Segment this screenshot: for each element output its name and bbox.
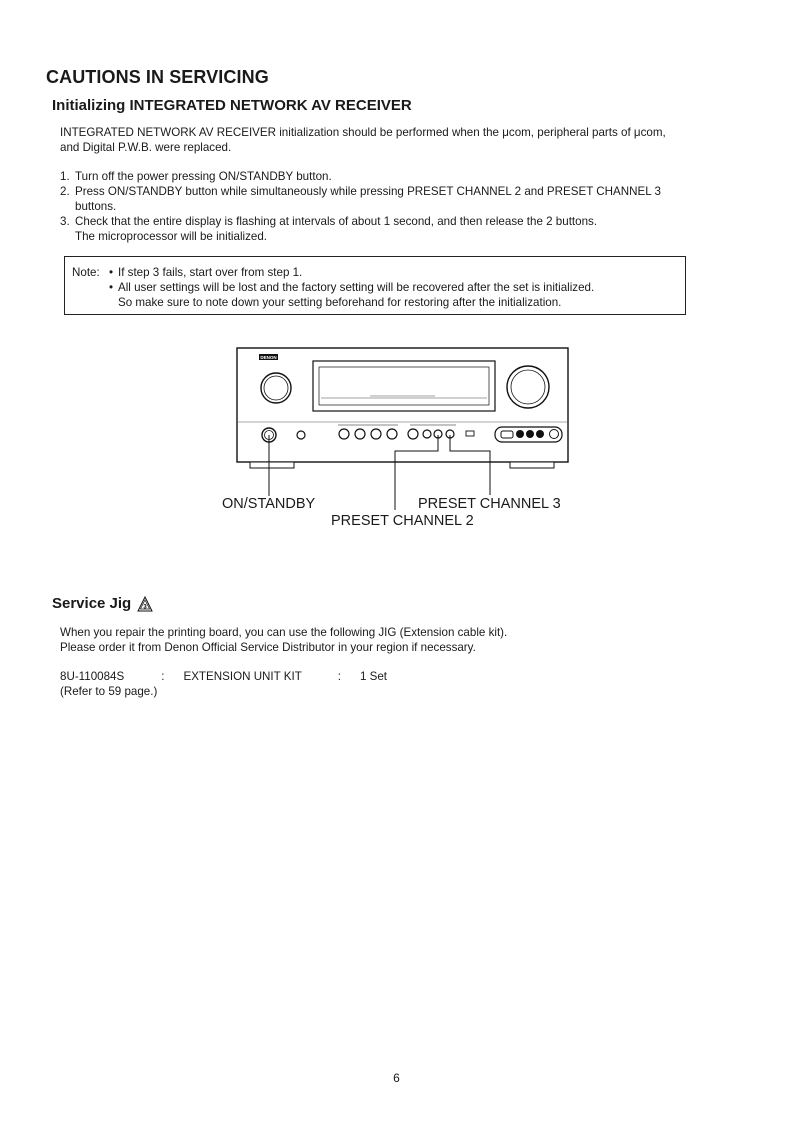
callout-on-standby: ON/STANDBY: [222, 496, 316, 512]
callout-line-preset3: [450, 435, 490, 495]
step-2-cont: buttons.: [75, 200, 117, 213]
callout-preset-channel-2: PRESET CHANNEL 2: [331, 513, 474, 529]
note-box: Note: • If step 3 fails, start over from step 1. • All user settings will be lost and the factory setting will be recovered after the set is initialized. So make sure to note down your setting beforehand for restoring after the initialization.: [64, 256, 686, 315]
section-heading-service-jig: Service Jig 3: [52, 595, 153, 612]
foot-right: [510, 462, 554, 468]
note-label: Note:: [72, 266, 100, 279]
step-3-cont: The microprocessor will be initialized.: [75, 230, 268, 243]
separator: :: [337, 670, 341, 683]
jig-reference: (Refer to 59 page.): [60, 685, 158, 698]
part-number: 8U-110084S: [60, 670, 125, 683]
phones-jack: [297, 431, 305, 439]
step-3: 3. Check that the entire display is flashing at intervals of about 1 second, and then release the 2 buttons.: [60, 215, 598, 228]
part-quantity: 1 Set: [359, 670, 388, 683]
jig-line-2: Please order it from Denon Official Service Distributor in your region if necessary.: [60, 641, 476, 654]
brand-logo: DENON: [260, 355, 277, 360]
note-bullet-2: All user settings will be lost and the factory setting will be recovered after the set is initialized.: [118, 281, 595, 294]
input-button: [339, 429, 349, 439]
section-heading-initializing: Initializing INTEGRATED NETWORK AV RECEIVER: [52, 97, 412, 114]
step-2: 2. Press ON/STANDBY button while simultaneously while pressing PRESET CHANNEL 2 and PRESET CHANNEL 3: [60, 185, 661, 198]
step-1: 1. Turn off the power pressing ON/STANDBY button.: [60, 170, 332, 183]
part-name: EXTENSION UNIT KIT: [183, 670, 302, 683]
page-title: CAUTIONS IN SERVICING: [46, 67, 269, 87]
note-bullet-2-cont: So make sure to note down your setting beforehand for restoring after the initialization.: [118, 296, 562, 309]
master-volume-knob: [507, 366, 549, 408]
svg-text:3: 3: [143, 604, 147, 611]
separator: :: [161, 670, 165, 683]
intro-line-2: and Digital P.W.B. were replaced.: [60, 141, 232, 154]
jig-paragraph: [60, 625, 507, 655]
callout-preset-channel-3: PRESET CHANNEL 3: [418, 496, 561, 512]
caution-triangle-icon: [137, 596, 153, 612]
standby-callout-ext: [267, 474, 271, 496]
intro-paragraph: [60, 125, 666, 155]
intro-line-1: INTEGRATED NETWORK AV RECEIVER initialization should be performed when the μcom, peripheral parts of μcom,: [60, 126, 666, 139]
jig-part-row: [60, 669, 387, 684]
note-bullet-1: If step 3 fails, start over from step 1.: [118, 266, 303, 279]
input-button: [355, 429, 365, 439]
source-select-knob: [261, 373, 291, 403]
foot-left: [250, 462, 294, 468]
steps-list: [60, 169, 661, 244]
jig-line-1: When you repair the printing board, you can use the following JIG (Extension cable kit).: [60, 626, 508, 639]
page-number: 6: [393, 1071, 400, 1085]
